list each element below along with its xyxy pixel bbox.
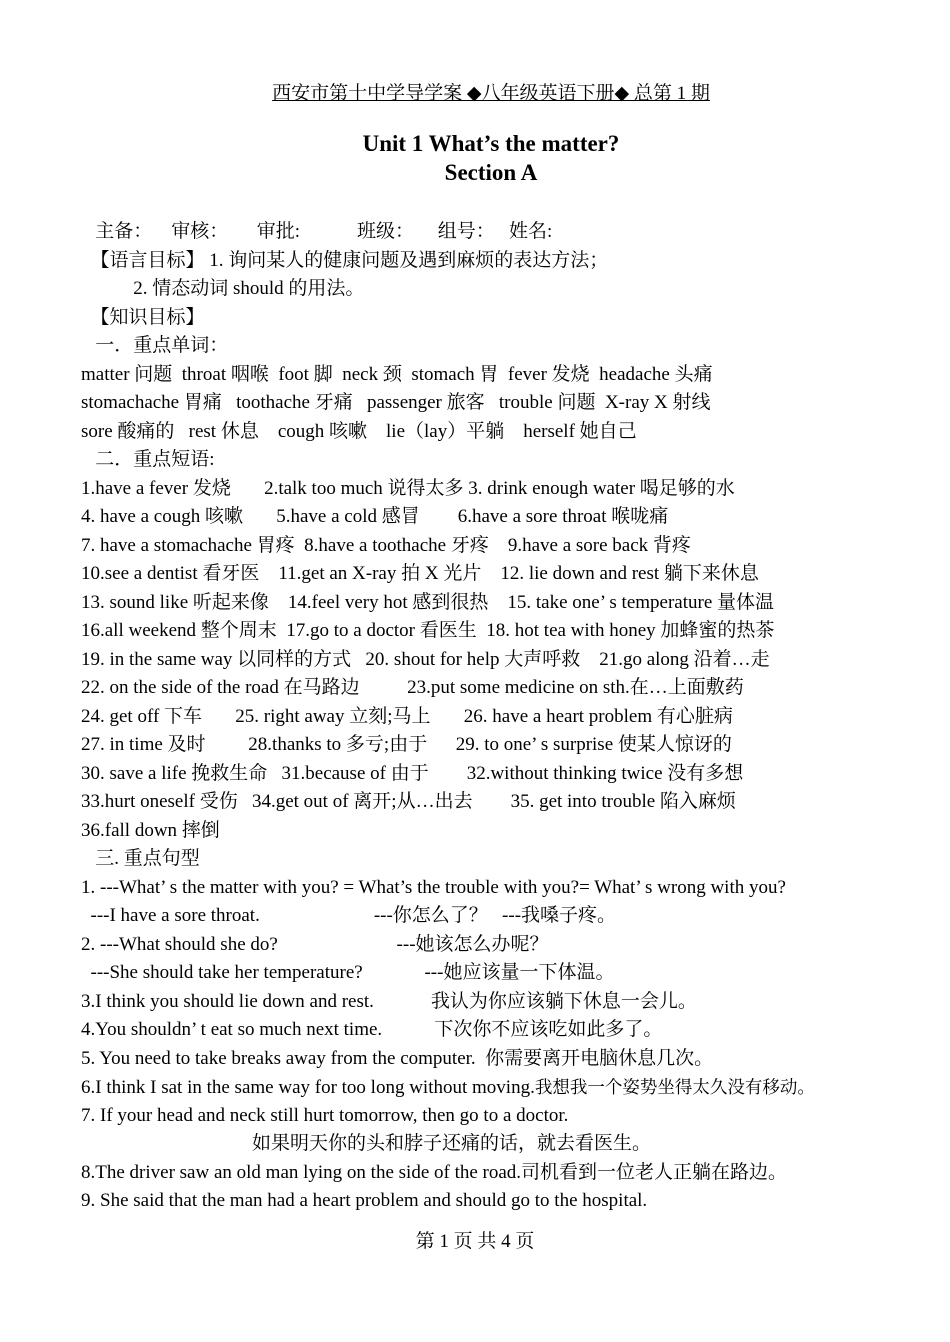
sentence-line-6 <box>81 1073 941 1102</box>
phrases-heading: 二．重点短语: <box>81 449 215 470</box>
page-header <box>0 78 950 105</box>
phrase-line: 1.have a fever 发烧 2.talk too much 说得太多 3. drink enough water 喝足够的水 <box>81 477 735 499</box>
phrase-line: 22. on the side of the road 在马路边 23.put some medicine on sth.在…上面敷药 <box>81 677 744 698</box>
phrase-line: 7. have a stomachache 胃疼 8.have a toothache 牙疼 9.have a sore back 背疼 <box>81 534 691 556</box>
phrase-line: 33.hurt oneself 受伤 34.get out of 离开;从…出去 35. get into trouble 陷入麻烦 <box>81 791 736 812</box>
vocab-line: matter 问题 throat 咽喉 foot 脚 neck 颈 stomach 胃 fever 发烧 headache 头痛 <box>81 363 713 385</box>
sentence-line: 2. ---What should she do? ---她该怎么办呢？ <box>81 933 549 955</box>
page-title: Unit 1 What’s the matter? <box>362 131 620 156</box>
phrase-line: 16.all weekend 整个周末 17.go to a doctor 看医生 18. hot tea with honey 加蜂蜜的热茶 <box>81 620 775 641</box>
sentence-line: 3.I think you should lie down and rest. 我认为你应该躺下休息一会儿。 <box>81 990 697 1012</box>
sentences-heading: 三. 重点句型 <box>81 848 200 869</box>
knowledge-goal-heading: 【知识目标】 <box>81 306 205 328</box>
phrase-line: 19. in the same way 以同样的方式 20. shout for help 大声呼救 21.go along 沿着…走 <box>81 648 770 670</box>
phrase-line: 24. get off 下车 25. right away 立刻;马上 26. have a heart problem 有心脏病 <box>81 705 733 727</box>
vocab-line: sore 酸痛的 rest 休息 cough 咳嗽 lie（lay）平躺 herself 她自己 <box>81 420 637 442</box>
sentence-line: 7. If your head and neck still hurt tomorrow, then go to a doctor. <box>81 1104 569 1126</box>
phrase-line: 36.fall down 摔倒 <box>81 819 220 841</box>
sentence-6-en: 6.I think I sat in the same way for too long without moving. <box>81 1077 535 1098</box>
vocab-line: stomachache 胃痛 toothache 牙痛 passenger 旅客 trouble 问题 X-ray X 射线 <box>81 392 711 413</box>
language-goal-1: 【语言目标】 1. 询问某人的健康问题及遇到麻烦的表达方法； <box>81 249 609 271</box>
phrase-line: 30. save a life 挽救生命 31.because of 由于 32.without thinking twice 没有多想 <box>81 762 744 784</box>
language-goal-2: 2. 情态动词 should 的用法。 <box>81 278 365 299</box>
sentence-line: 如果明天你的头和脖子还痛的话，就去看医生。 <box>81 1133 652 1154</box>
phrase-line: 27. in time 及时 28.thanks to 多亏;由于 29. to one’ s surprise 使某人惊讶的 <box>81 734 732 755</box>
header-text: 西安市第十中学导学案 ◆八年级英语下册◆ 总第 1 期 <box>272 83 710 104</box>
sentence-line: ---She should take her temperature? ---她应该量一下体温。 <box>81 962 615 983</box>
phrase-line: 10.see a dentist 看牙医 11.get an X-ray 拍 X 光片 12. lie down and rest 躺下来休息 <box>81 563 759 584</box>
sentence-line: 8.The driver saw an old man lying on the side of the road.司机看到一位老人正躺在路边。 <box>81 1161 788 1183</box>
vocab-heading: 一．重点单词： <box>81 335 229 356</box>
sentence-6-cn: 我想我一个姿势坐得太久没有移动。 <box>534 1077 815 1097</box>
section-title: Section A <box>444 160 538 185</box>
document-body <box>81 218 941 1216</box>
sentence-line: 9. She said that the man had a heart problem and should go to the hospital. <box>81 1190 648 1211</box>
sentence-line: 4.You shouldn’ t eat so much next time. 下次你不应该吃如此多了。 <box>81 1019 663 1040</box>
sentence-line: ---I have a sore throat. ---你怎么了？ ---我嗓子疼。 <box>81 905 617 926</box>
phrase-line: 4. have a cough 咳嗽 5.have a cold 感冒 6.have a sore throat 喉咙痛 <box>81 506 669 527</box>
sentence-line: 1. ---What’ s the matter with you? = What’s the trouble with you?= What’ s wrong with you? <box>81 876 786 898</box>
page-footer: 第 1 页 共 4 页 <box>415 1231 535 1252</box>
sentence-line: 5. You need to take breaks away from the computer. 你需要离开电脑休息几次。 <box>81 1047 714 1069</box>
phrase-line: 13. sound like 听起来像 14.feel very hot 感到很热 15. take one’ s temperature 量体温 <box>81 591 775 613</box>
staff-line: 主备： 审核： 审批: 班级： 组号： 姓名: <box>81 221 553 242</box>
